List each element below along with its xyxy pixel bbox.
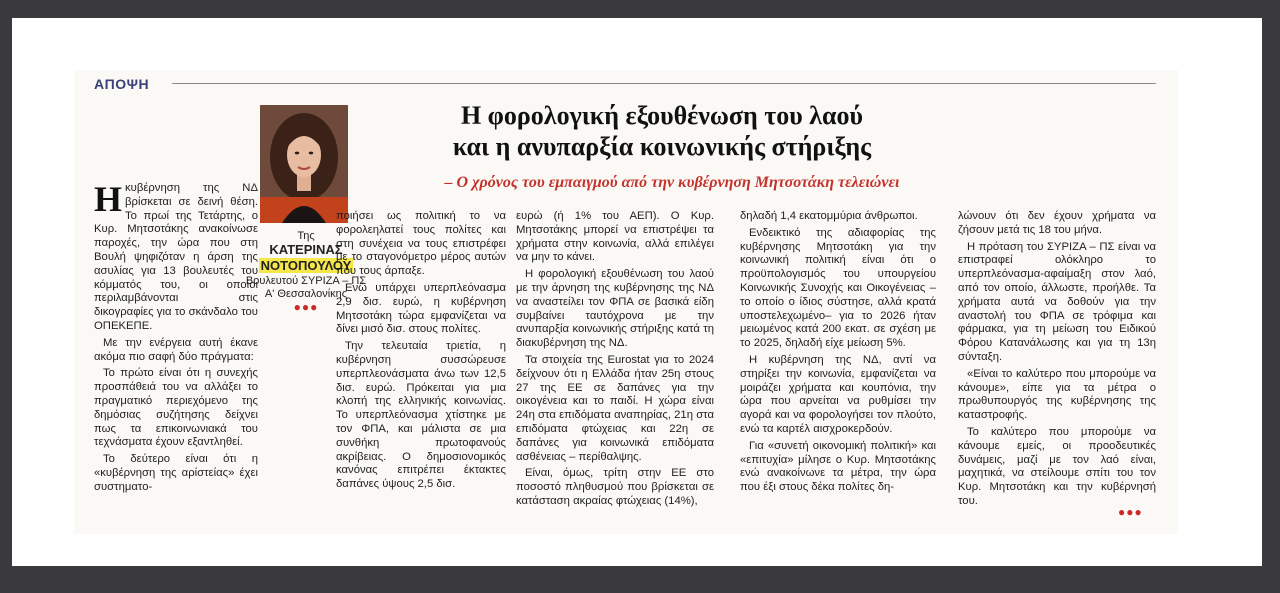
paragraph: Ενδεικτικό της αδιαφορίας της κυβέρνησης Μητσοτάκη για την κοινωνική πολιτική είναι ότι ο προϋπολογισμός του υπουργείου Κοινωνικής Συνοχής και Οικογένειας –το οποίο ο ίδιος σύστησε, αλλά κρατά υποστελεχωμένο– για το 2026 ήταν μειωμένος κατά 200 εκατ. σε σχέση με το 2025, δηλαδή είχε μείωση 5%.: [740, 226, 936, 350]
paragraph: ευρώ (ή 1% του ΑΕΠ). Ο Κυρ. Μητσοτάκης μπορεί να επιστρέψει τα χρήματα στην κοινωνία, αλλά επιλέγει να μην το κάνει.: [516, 210, 714, 264]
byline-dots: ●●●: [293, 300, 319, 314]
paragraph: Την τελευταία τριετία, η κυβέρνηση συσσώρευσε υπερπλεονάσματα άνω των 12,5 δισ. ευρώ. Πρόκειται για μια κλοπή της ελληνικής κοινωνίας. Το υπερπλεόνασμα χτίστηκε με τον ΦΠΑ, και μάλιστα σε μια συνθήκη πρωτοφανούς ακρίβειας. Ο δημοσιονομικός κανόνας επιτρέπει έκτακτες δαπάνες ύψους 2,5 δισ.: [336, 340, 506, 491]
paragraph: Το πρώτο είναι ότι η συνεχής προσπάθειά του να αλλάξει το πραγματικό περιεχόμενο της δημόσιας συζήτησης δείχνει πως τα επικοινωνιακά του τεχνάσματα έχουν εξαντληθεί.: [94, 367, 258, 449]
end-of-article-dots: ●●●: [1118, 505, 1143, 519]
paragraph: δηλαδή 1,4 εκατομμύρια άνθρωποι.: [740, 210, 918, 222]
headline-line-1: Η φορολογική εξουθένωση του λαού: [460, 101, 864, 130]
author-surname: ΝΟΤΟΠΟΥΛΟΥ: [260, 258, 352, 273]
paragraph: Η κυβέρνηση της ΝΔ, αντί να στηρίξει την κοινωνία, εμφανίζεται να μοιράζει χρήματα και κουπόνια, την ώρα που αρνείται να ρυθμίσει την αγορά και να φορολογήσει τον πλούτο, ενώ τα καρτέλ αισχροκερδούν.: [740, 353, 936, 435]
byline-prefix: Της: [297, 230, 315, 242]
paragraph: Ενώ υπάρχει υπερπλεόνασμα 2,9 δισ. ευρώ, η κυβέρνηση Μητσοτάκη τώρα εμφανίζεται να δίνει μισό δισ. στους πολίτες.: [336, 281, 506, 336]
paragraph: Η φορολογική εξουθένωση του λαού με την άρνηση της κυβέρνησης της ΝΔ να αναστείλει τον ΦΠΑ σε βασικά είδη συμβαίνει ταυτόχρονα με την ανυπαρξία κοινωνικής στήριξης κατά τη διακυβέρνηση της ΝΔ.: [516, 268, 714, 350]
paragraph: Η πρόταση του ΣΥΡΙΖΑ – ΠΣ είναι να επιστραφεί ολόκληρο το υπερπλεόνασμα-αφαίμαξη στον λαό, από τον οποίο, άλλωστε, προήλθε. Τα χρήματα αυτά να δοθούν για την αναστολή του ΦΠΑ σε τρόφιμα και φάρμακα, για τη μείωση του Ειδικού Φόρου Κατανάλωσης και για τη 13η σύνταξη.: [958, 240, 1156, 363]
article-column-2: [336, 210, 506, 495]
paragraph: κυβέρνηση της ΝΔ βρίσκεται σε δεινή θέση. Το πρωί της Τετάρτης, ο Κυρ. Μητσοτάκης ανακοίνωσε παροχές, την ώρα που στη Βουλή ψηφιζόταν η άρση της ασυλίας για 13 βουλευτές του κόμματός του, οι οποίοι περιλαμβάνονται στις δικογραφίες για το σκάνδαλο του ΟΠΕΚΕΠΕ.: [94, 182, 258, 332]
article-column-4: [740, 210, 936, 498]
newspaper-clipping: [74, 70, 1178, 534]
paragraph: λώνουν ότι δεν έχουν χρήματα να ζήσουν μετά τις 18 του μήνα.: [958, 210, 1156, 236]
section-rule: [172, 83, 1156, 84]
author-constituency: Α' Θεσσαλονίκης: [264, 288, 348, 300]
section-label: ΑΠΟΨΗ: [94, 76, 150, 92]
paragraph: ποιήσει ως πολιτική το να φορολεηλατεί τους πολίτες και στη συνέχεια να τους επιστρέφει με το σταγονόμετρο μέρος αυτών που τους άρπαξε.: [336, 210, 506, 278]
paragraph: «Είναι το καλύτερο που μπορούμε να κάνουμε», είπε για τα μέτρα ο πρωθυπουργός της κυβέρνησης της καταστροφής.: [958, 367, 1156, 422]
headline: [382, 100, 942, 162]
author-role: Βουλευτού ΣΥΡΙΖΑ – ΠΣ: [245, 275, 367, 287]
headline-line-2: και η ανυπαρξία κοινωνικής στήριξης: [452, 132, 872, 161]
article-column-5: [958, 210, 1156, 512]
paragraph: Το δεύτερο είναι ότι η «κυβέρνηση της αρίστείας» έχει συστηματο-: [94, 453, 258, 493]
paragraph: Είναι, όμως, τρίτη στην ΕΕ στο ποσοστό πληθυσμού που βρίσκεται σε κατάσταση ακραίας φτώχειας (14%),: [516, 467, 714, 507]
paragraph: Τα στοιχεία της Eurostat για το 2024 δείχνουν ότι η Ελλάδα ήταν 25η στους 27 της ΕΕ σε δαπάνες για την οικογένεια και το παιδί. Η χώρα είναι 24η στα επιδόματα αναπηρίας, 21η στα επιδόματα φτώχειας και 22η σε δαπάνες για κοινωνικά επιδόματα ασθένειας – περίθαλψης.: [516, 353, 714, 463]
subheadline: – Ο χρόνος του εμπαιγμού από την κυβέρνηση Μητσοτάκη τελειώνει: [444, 174, 900, 191]
paragraph: Με την ενέργεια αυτή έκανε ακόμα πιο σαφή δύο πράγματα:: [94, 336, 258, 363]
paragraph: Το καλύτερο που μπορούμε να κάνουμε εμείς, οι προοδευτικές δυνάμεις, μαζί με τον λαό είναι, μαχητικά, να στείλουμε σπίτι του τον Κυρ. Μητσοτάκη και την κυβέρνησή του.: [958, 425, 1156, 507]
screenshot-frame: [12, 18, 1262, 566]
author-photo: [260, 105, 348, 223]
article-column-3: [516, 210, 714, 512]
paragraph: Για «συνετή οικονομική πολιτική» και «επιτυχία» μίλησε ο Κυρ. Μητσοτάκης ενώ ανακοίνωνε τα μέτρα, την ώρα που έξι στους δέκα πολίτες δη-: [740, 439, 936, 494]
drop-cap: Η: [94, 179, 123, 219]
author-first-name: ΚΑΤΕΡΙΝΑΣ: [269, 242, 343, 257]
article-column-1: [94, 179, 258, 498]
